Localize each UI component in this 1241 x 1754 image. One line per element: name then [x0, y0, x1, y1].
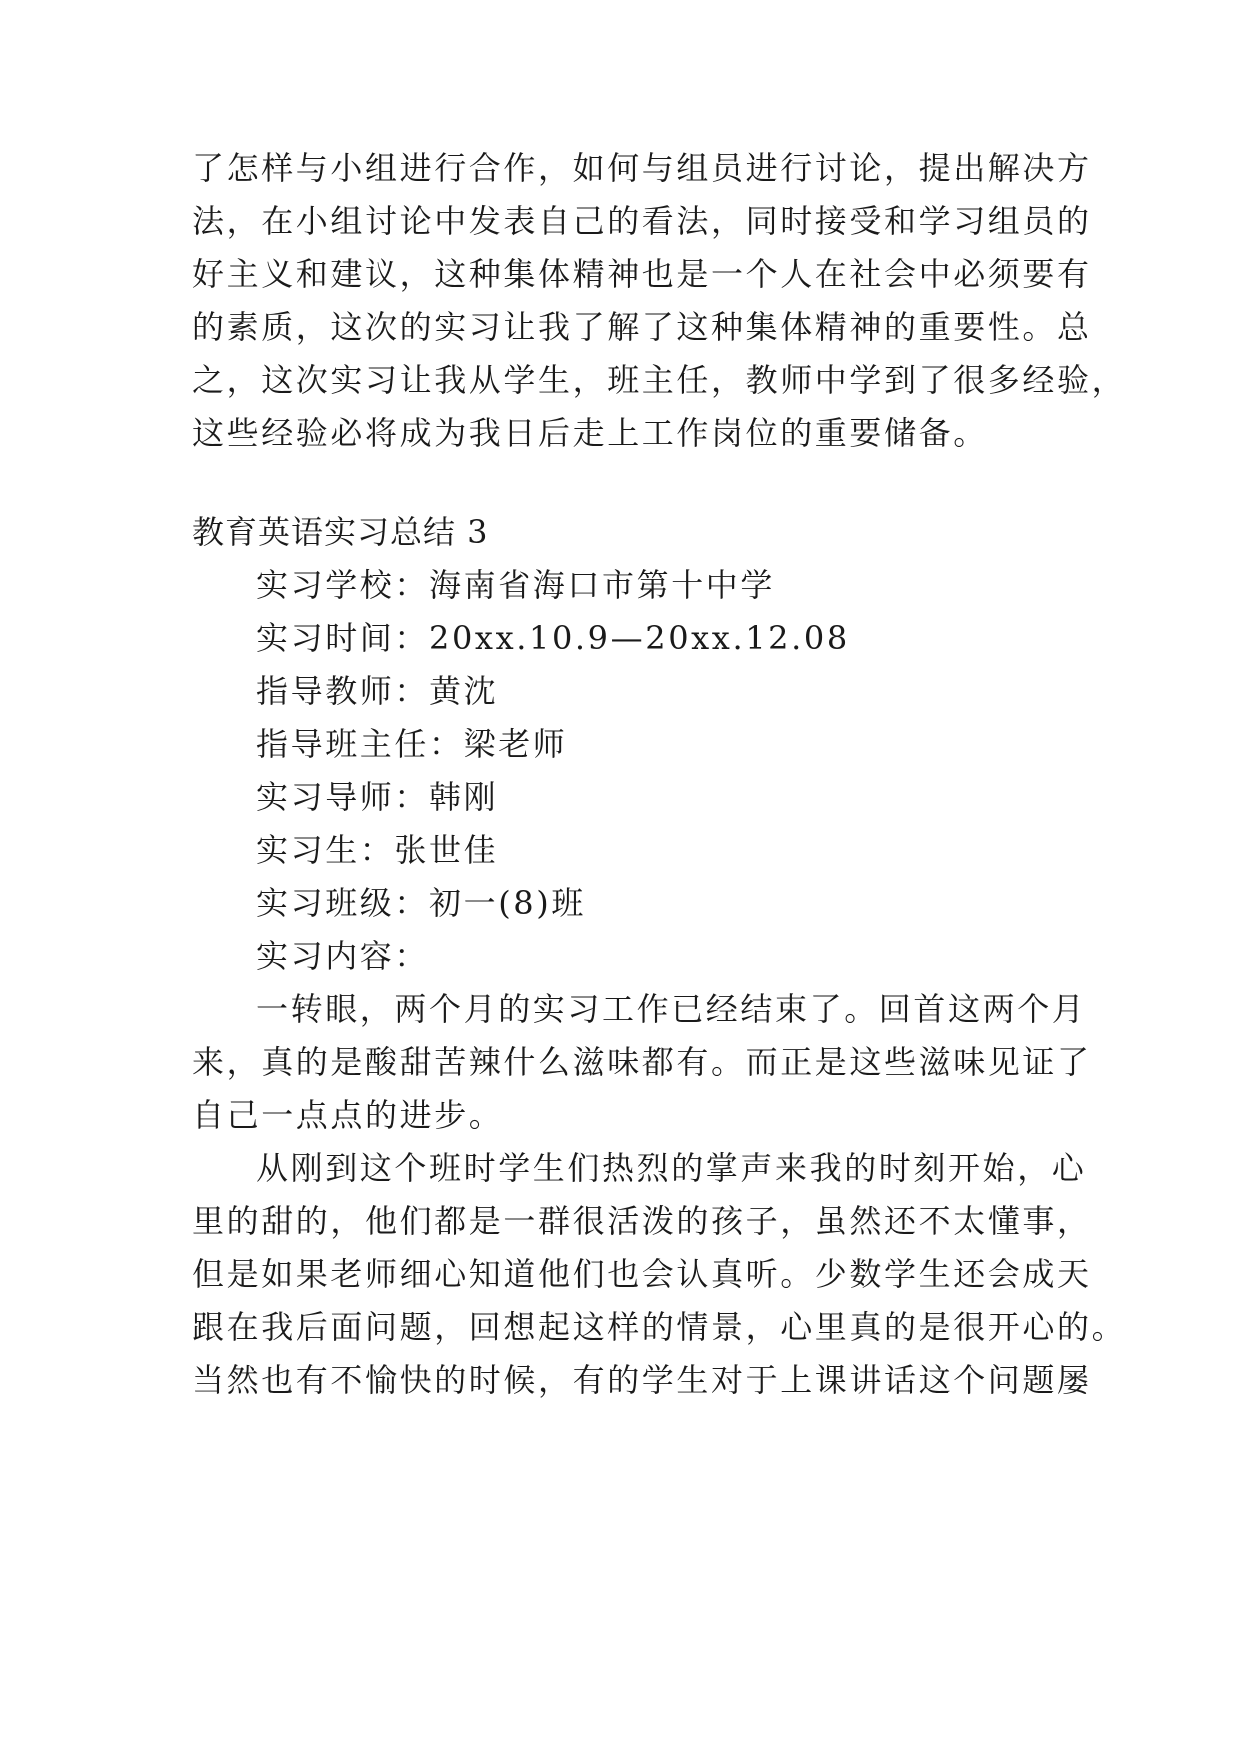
info-head-teacher: 指导班主任：梁老师 — [256, 725, 568, 763]
text-line: 跟在我后面问题，回想起这样的情景，心里真的是很开心的。 — [192, 1308, 1127, 1346]
text-line: 自己一点点的进步。 — [192, 1096, 504, 1134]
info-mentor: 实习导师：韩刚 — [256, 778, 499, 816]
text-line: 一转眼，两个月的实习工作已经结束了。回首这两个月 — [256, 990, 1087, 1028]
text-line: 从刚到这个班时学生们热烈的掌声来我的时刻开始，心 — [256, 1149, 1087, 1187]
info-student: 实习生：张世佳 — [256, 831, 499, 869]
text-line: 了怎样与小组进行合作，如何与组员进行讨论，提出解决方 — [192, 149, 1092, 187]
text-line: 但是如果老师细心知道他们也会认真听。少数学生还会成天 — [192, 1255, 1092, 1293]
document-page — [192, 0, 1127, 1754]
text-line: 里的甜的，他们都是一群很活泼的孩子，虽然还不太懂事， — [192, 1202, 1092, 1240]
text-line: 这些经验必将成为我日后走上工作岗位的重要储备。 — [192, 414, 988, 452]
info-school: 实习学校：海南省海口市第十中学 — [256, 566, 776, 604]
info-teacher: 指导教师：黄沈 — [256, 672, 499, 710]
info-time: 实习时间：20xx.10.9—20xx.12.08 — [256, 619, 850, 657]
info-class: 实习班级：初一(8)班 — [256, 884, 586, 922]
text-line: 的素质，这次的实习让我了解了这种集体精神的重要性。总 — [192, 308, 1092, 346]
text-line: 之，这次实习让我从学生，班主任，教师中学到了很多经验， — [192, 361, 1127, 399]
text-line: 好主义和建议，这种集体精神也是一个人在社会中必须要有 — [192, 255, 1092, 293]
text-line: 来，真的是酸甜苦辣什么滋味都有。而正是这些滋味见证了 — [192, 1043, 1092, 1081]
text-line: 法，在小组讨论中发表自己的看法，同时接受和学习组员的 — [192, 202, 1092, 240]
text-line: 当然也有不愉快的时候，有的学生对于上课讲话这个问题屡 — [192, 1361, 1092, 1399]
info-content: 实习内容： — [256, 937, 430, 975]
section-title: 教育英语实习总结 3 — [192, 513, 489, 551]
